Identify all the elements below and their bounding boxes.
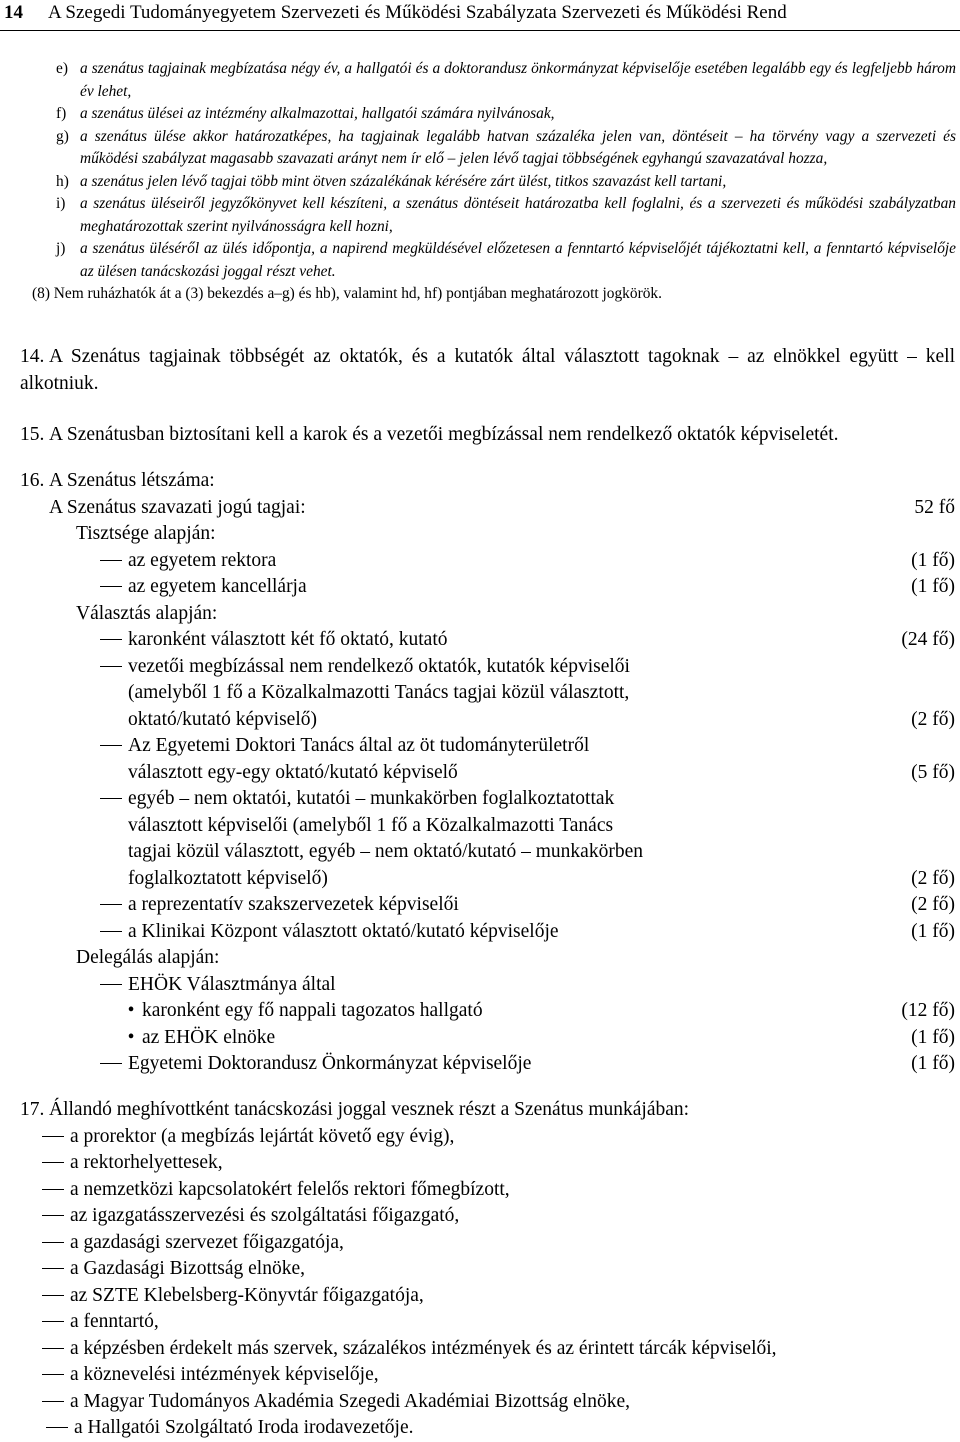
dash-marker <box>100 798 122 799</box>
ehok-item: • az EHÖK elnöke (1 fő) <box>20 1025 955 1052</box>
section-14: 14. A Szenátus tagjainak többségét az oktatók, és a kutatók által választott tagoknak – az elnökkel együtt – kell alkotniuk. <box>20 346 955 394</box>
dash-marker <box>100 666 122 667</box>
invitee-item: a gazdasági szervezet főigazgatója, <box>20 1230 955 1257</box>
doktorandusz-row: Egyetemi Doktorandusz Önkormányzat képviselője (1 fő) <box>20 1051 955 1078</box>
election-row-cont: (amelyből 1 fő a Közalkalmazotti Tanács tagjai közül választott, <box>128 682 630 703</box>
section-16 <box>20 468 955 1078</box>
election-heading: Választás alapján: <box>76 602 218 624</box>
dash-marker <box>100 586 122 587</box>
subpoint-i: i) a szenátus üléseiről jegyzőkönyvet kell készíteni, a szenátus döntéseit határozatba kell foglalni, és a szervezeti és működési szabályzatban meghatározottak szerint nyilvánosságra kell hozni, <box>56 195 956 235</box>
election-row: a Klinikai Központ választott oktató/kutató képviselője (1 fő) <box>20 919 955 946</box>
bullet-icon: • <box>127 1026 135 1048</box>
subpoint-list <box>32 58 956 306</box>
subpoint-f: f) a szenátus ülései az intézmény alkalmazottai, hallgatói számára nyilvánosak, <box>56 105 555 122</box>
election-row: Az Egyetemi Doktori Tanács által az öt tudományterületről <box>20 733 955 760</box>
office-heading: Tisztsége alapján: <box>76 523 216 544</box>
section-17-title: 17. Állandó meghívottként tanácskozási joggal vesznek részt a Szenátus munkájában: <box>20 1099 690 1120</box>
invitee-item: az SZTE Klebelsberg-Könyvtár főigazgatója, <box>20 1283 955 1310</box>
delegation-heading: Delegálás alapján: <box>76 947 220 968</box>
subpoint-h: h) a szenátus jelen lévő tagjai több mint ötven százalékának kérésére zárt ülést, titkos szavazást kell tartani, <box>56 172 727 190</box>
dash-marker <box>100 931 122 932</box>
office-row: az egyetem kancellárja (1 fő) <box>20 574 955 601</box>
election-row-cont: oktató/kutató képviselő) (2 fő) <box>128 708 955 730</box>
election-row-cont: választott képviselői (amelyből 1 fő a Közalkalmazotti Tanács <box>128 814 614 836</box>
invitee-item: a nemzetközi kapcsolatokért felelős rektori főmegbízott, <box>20 1177 955 1204</box>
subpoint-g: g) a szenátus ülése akkor határozatképes, ha tagjainak legalább hatvan százaléka jelen van, döntéseit – ha törvény vagy a szervezeti és működési szabályzat magasabb szavazati arányt nem ír elő – jelen lévő tagjai többségének egyhangú szavazatával hozza, <box>56 127 956 167</box>
dash-marker <box>100 560 122 561</box>
election-row: egyéb – nem oktatói, kutatói – munkakörben foglalkoztatottak <box>20 786 955 813</box>
subpoint-e: e) a szenátus tagjainak megbízatása négy év, a hallgatói és a doktorandusz önkormányzat képviselője esetében legalább egy és legfeljebb három év lehet, <box>56 60 956 100</box>
election-row: karonként választott két fő oktató, kutató (24 fő) <box>20 627 955 654</box>
election-row: a reprezentatív szakszervezetek képviselői (2 fő) <box>20 892 955 919</box>
dash-marker <box>100 745 122 746</box>
election-row-cont: tagjai közül választott, egyéb – nem oktató/kutató – munkakörben <box>128 841 643 862</box>
section-17 <box>20 1097 955 1442</box>
bullet-icon: • <box>127 1000 135 1021</box>
invitee-item: a Magyar Tudományos Akadémia Szegedi Akadémiai Bizottság elnöke, <box>20 1389 955 1416</box>
ehok-item: • karonként egy fő nappali tagozatos hallgató (12 fő) <box>20 998 955 1025</box>
dash-marker <box>100 639 122 640</box>
dash-marker <box>100 1063 122 1064</box>
invitee-item: a fenntartó, <box>20 1309 955 1336</box>
election-row-cont: választott egy-egy oktató/kutató képviselő (5 fő) <box>128 761 955 783</box>
invitee-item: az igazgatásszervezési és szolgáltatási főigazgató, <box>20 1203 955 1230</box>
section-15: 15. A Szenátusban biztosítani kell a karok és a vezetői megbízással nem rendelkező oktatók képviseletét. <box>20 424 839 445</box>
invitee-item: a képzésben érdekelt más szervek, százalékos intézmények és az érintett tárcák képviselői, <box>20 1336 955 1363</box>
invitee-item: a köznevelési intézmények képviselője, <box>20 1362 955 1389</box>
invitee-item: a rektorhelyettesek, <box>20 1150 955 1177</box>
section-16-title: 16. A Szenátus létszáma: <box>20 470 215 491</box>
paragraph-8-note: (8) Nem ruházhatók át a (3) bekezdés a–g) és hb), valamint hd, hf) pontjában meghatározott jogkörök. <box>32 285 662 302</box>
dash-marker <box>100 904 122 905</box>
page-header <box>0 0 960 31</box>
election-row: vezetői megbízással nem rendelkező oktatók, kutatók képviselői <box>20 654 955 681</box>
invitee-item: a Gazdasági Bizottság elnöke, <box>20 1256 955 1283</box>
running-title: A Szegedi Tudományegyetem Szervezeti és Működési Szabályzata Szervezeti és Működési Rend <box>48 2 787 23</box>
page-number: 14 <box>4 2 23 23</box>
election-row-cont: foglalkoztatott képviselő) (2 fő) <box>128 867 955 889</box>
voting-members-row: A Szenátus szavazati jogú tagjai: 52 fő <box>49 496 955 518</box>
invitee-item: a Hallgatói Szolgáltató Iroda irodavezetője. <box>20 1415 955 1442</box>
invitee-item: a prorektor (a megbízás lejártát követő egy évig), <box>20 1124 955 1151</box>
ehok-row: EHÖK Választmánya által <box>20 972 955 999</box>
dash-marker <box>100 984 122 985</box>
office-row: az egyetem rektora (1 fő) <box>20 548 955 575</box>
subpoint-j: j) a szenátus üléséről az ülés időpontja, a napirend megküldésével előzetesen a fenntartó képviselőjét tájékoztatni kell, a fenntartó képviselője az ülésen tanácskozási joggal részt vehet. <box>56 240 956 280</box>
